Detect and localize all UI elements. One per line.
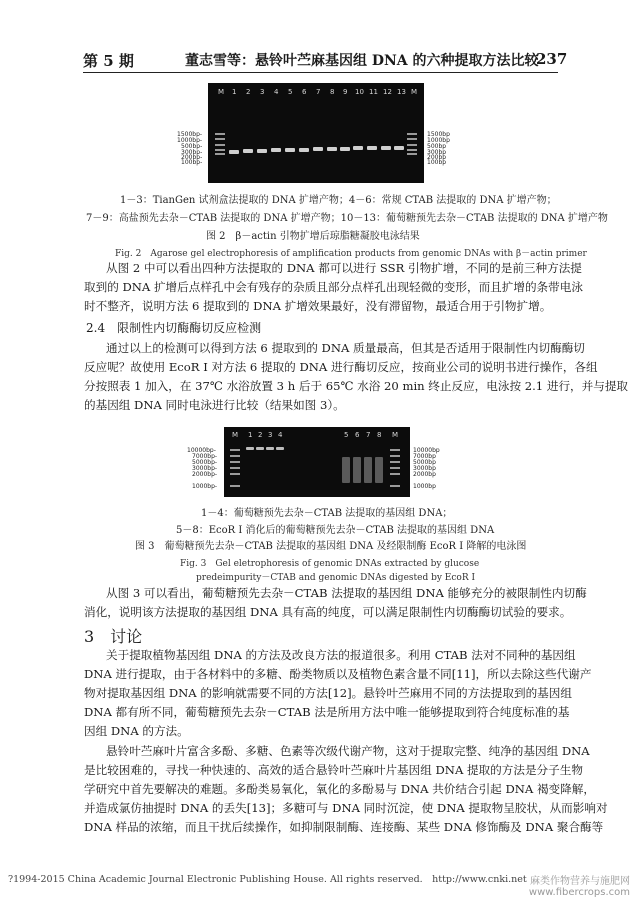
marker-label: 1500bp: [427, 131, 450, 138]
paragraph-line: 时不整齐，说明方法 6 提取到的 DNA 扩增效果最好，没有滞留物，最适合用于引物扩增。: [84, 299, 552, 313]
marker-label: 500bp-: [181, 143, 203, 150]
lane-label: 4: [278, 431, 283, 439]
marker-label: 3000bp-: [192, 465, 218, 472]
figure-2-caption-english: Fig. 2 Agarose gel electrophoresis of amplification products from genomic DNAs with β－actin primer: [115, 249, 587, 259]
figure-2-gel-image: [208, 83, 424, 183]
marker-label: 1000bp: [427, 137, 450, 144]
lane-label: 5: [288, 88, 293, 96]
marker-label: 1500bp-: [177, 131, 203, 138]
lane-label: 6: [355, 431, 360, 439]
lane-label: 5: [344, 431, 349, 439]
page-number: 237: [536, 50, 568, 68]
marker-label: 2000bp: [413, 471, 436, 478]
marker-label: 5000bp-: [192, 459, 218, 466]
paragraph-line: DNA 都有所不同，葡萄糖预先去杂－CTAB 法是所用方法中唯一能够提取到符合纯度标准的基: [84, 705, 570, 719]
lane-label: M: [232, 431, 239, 439]
paragraph-line: 消化，说明该方法提取的基因组 DNA 具有高的纯度，可以满足限制性内切酶酶切试验的要求。: [84, 605, 572, 619]
marker-label: 100bp-: [181, 159, 203, 166]
figure-3-caption-title: 图 3 葡萄糖预先去杂－CTAB 法提取的基因组 DNA 及经限制酶 EcoR I 降解的电泳图: [135, 541, 527, 552]
marker-label: 200bp-: [181, 154, 203, 161]
marker-label: 7000bp-: [192, 453, 218, 460]
figure-3-caption-english-1: Fig. 3 Gel eletrophoresis of genomic DNAs extracted by glucose: [180, 559, 480, 569]
marker-label: 300bp-: [181, 149, 203, 156]
lane-label: 1: [248, 431, 253, 439]
figure-2-caption-line-1: 1－3：TianGen 试剂盒法提取的 DNA 扩增产物；4－6：常规 CTAB 法提取的 DNA 扩增产物；: [120, 195, 557, 206]
lane-label: 11: [369, 88, 378, 96]
marker-label: 5000bp: [413, 459, 436, 466]
paragraph-line: 的基因组 DNA 同时电泳进行比较（结果如图 3）。: [84, 398, 345, 412]
lane-label: 9: [343, 88, 348, 96]
marker-label: 2000bp-: [192, 471, 218, 478]
lane-label: 6: [302, 88, 307, 96]
copyright-footer: ?1994-2015 China Academic Journal Electronic Publishing House. All rights reserved. http://www.cnki.net: [8, 874, 527, 885]
marker-label: 7000bp: [413, 453, 436, 460]
lane-label: M: [411, 88, 418, 96]
paragraph-line: 反应呢？故使用 EcoR I 对方法 6 提取的 DNA 进行酶切反应，按商业公司的说明书进行操作，各组: [84, 360, 598, 374]
marker-label: 500bp: [427, 143, 447, 150]
paragraph-line: 学研究中首先要解决的难题。多酚类易氧化，氧化的多酚易与 DNA 共价结合引起 DNA 褐变降解，: [84, 782, 595, 796]
lane-label: 3: [268, 431, 273, 439]
lane-label: 10: [355, 88, 364, 96]
paragraph-line: 因组 DNA 的方法。: [84, 724, 189, 738]
section-heading-2-4: 2.4 限制性内切酶酶切反应检测: [86, 321, 262, 335]
paragraph-line: 物对提取基因组 DNA 的影响就需要不同的方法[12]。悬铃叶苎麻用不同的方法提取到的基因组: [84, 686, 572, 700]
lane-label: 1: [232, 88, 237, 96]
marker-label: 10000bp-: [187, 447, 216, 454]
lane-label: 8: [377, 431, 382, 439]
lane-label: 2: [246, 88, 251, 96]
issue-number: 第 5 期: [83, 52, 134, 70]
marker-label: 1000bp-: [177, 137, 203, 144]
marker-label: 1000bp: [413, 483, 436, 490]
figure-2-caption-title: 图 2 β－actin 引物扩增后琼脂糖凝胶电泳结果: [206, 231, 420, 242]
figure-3-caption-line-1: 1－4：葡萄糖预先去杂－CTAB 法提取的基因组 DNA；: [201, 508, 453, 519]
marker-label: 3000bp: [413, 465, 436, 472]
paragraph-line: 分按照表 1 加入，在 37℃ 水浴放置 3 h 后于 65℃ 水浴 20 min 终止反应，电泳按 2.1 进行，并与提取: [84, 379, 629, 393]
lane-label: 2: [258, 431, 263, 439]
figure-3-gel-image: [224, 427, 410, 497]
marker-label: 300bp: [427, 149, 447, 156]
lane-label: 7: [316, 88, 321, 96]
lane-label: 12: [383, 88, 392, 96]
lane-label: 4: [274, 88, 279, 96]
paragraph-line: 关于提取植物基因组 DNA 的方法及改良方法的报道很多。利用 CTAB 法对不同种的基因组: [106, 648, 576, 662]
figure-2-caption-line-2: 7－9：高盐预先去杂－CTAB 法提取的 DNA 扩增产物；10－13：葡萄糖预先去杂－CTAB 法提取的 DNA 扩增产物: [86, 213, 608, 224]
figure-3-caption-english-2: predeimpurity－CTAB and genomic DNAs digested by EcoR I: [196, 573, 476, 583]
lane-label: M: [218, 88, 225, 96]
header-rule: [83, 72, 558, 73]
running-title: 董志雪等：悬铃叶苎麻基因组 DNA 的六种提取方法比较: [185, 53, 539, 69]
lane-label: M: [392, 431, 399, 439]
marker-label: 200bp: [427, 154, 447, 161]
watermark: 麻类作物营养与施肥网 www.fibercrops.com: [528, 876, 630, 898]
paragraph-line: DNA 样品的浓缩，而且干扰后续操作，如抑制限制酶、连接酶、某些 DNA 修饰酶及 DNA 聚合酶等: [84, 820, 604, 834]
lane-label: 3: [260, 88, 265, 96]
paragraph-line: 从图 2 中可以看出四种方法提取的 DNA 都可以进行 SSR 引物扩增，不同的是前三种方法提: [106, 261, 582, 275]
lane-label: 7: [366, 431, 371, 439]
lane-label: 8: [330, 88, 335, 96]
paragraph-line: 并造成氯仿抽提时 DNA 的丢失[13]；多糖可与 DNA 同时沉淀，使 DNA 提取物呈胶状，从而影响对: [84, 801, 608, 815]
section-heading-3: 3 讨论: [84, 627, 143, 646]
figure-3-caption-line-2: 5－8：EcoR I 消化后的葡萄糖预先去杂－CTAB 法提取的基因组 DNA: [176, 525, 495, 536]
paragraph-line: 是比较困难的，寻找一种快速的、高效的适合悬铃叶苎麻叶片基因组 DNA 提取的方法是分子生物: [84, 763, 583, 777]
paragraph-line: 从图 3 可以看出，葡萄糖预先去杂－CTAB 法提取的基因组 DNA 能够充分的被限制性内切酶: [106, 586, 587, 600]
paragraph-line: 悬铃叶苎麻叶片富含多酚、多糖、色素等次级代谢产物，这对于提取完整、纯净的基因组 DNA: [106, 744, 590, 758]
paragraph-line: 通过以上的检测可以得到方法 6 提取到的 DNA 质量最高，但其是否适用于限制性内切酶酶切: [106, 341, 585, 355]
marker-label: 100bp: [427, 159, 447, 166]
marker-label: 1000bp-: [192, 483, 218, 490]
paragraph-line: DNA 进行提取，由于各材料中的多糖、酚类物质以及植物色素含量不同[11]，所以去除这些代谢产: [84, 667, 592, 681]
marker-label: 10000bp: [413, 447, 440, 454]
paragraph-line: 取到的 DNA 扩增后点样孔中会有残存的杂质且部分点样孔出现轻微的变形，而且扩增的条带电泳: [84, 280, 583, 294]
lane-label: 13: [397, 88, 406, 96]
